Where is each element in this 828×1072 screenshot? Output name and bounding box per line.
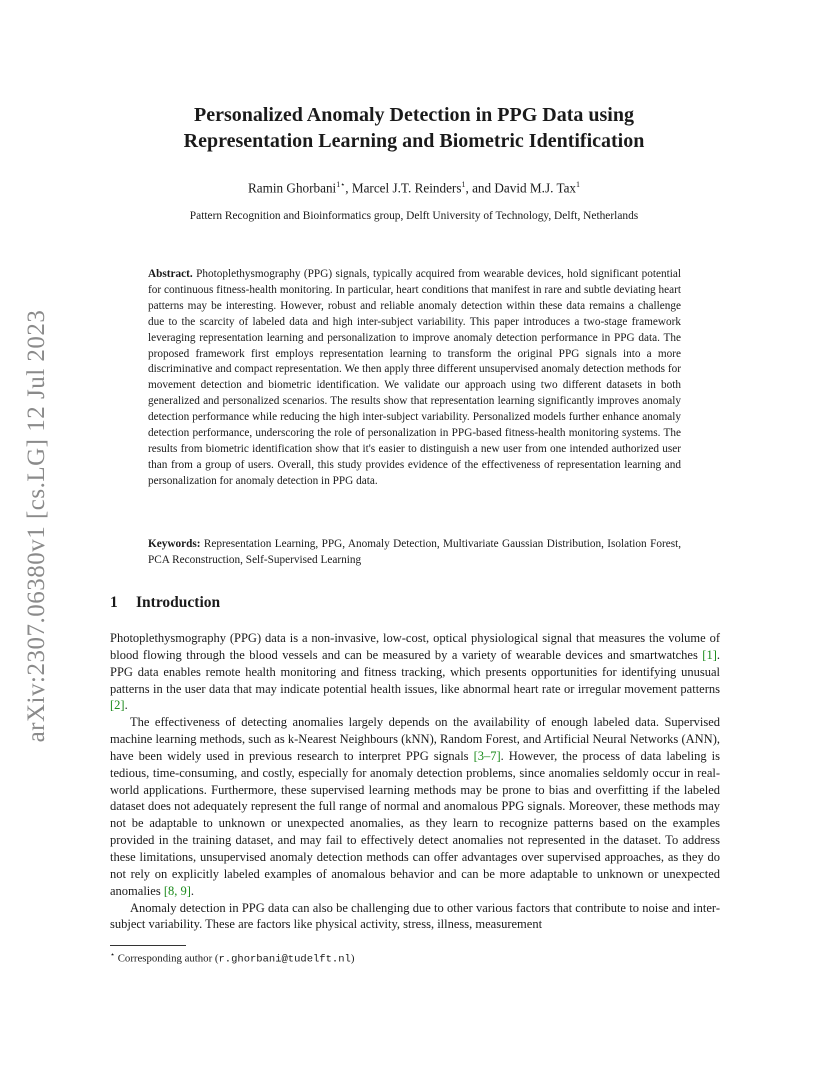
footnote-rule	[110, 945, 186, 946]
text-run: The effectiveness of detecting anomalies largely depends on the availability of enough labeled data. Supervised machine learning methods, such as k-Nearest Neighbours (kNN), Random Forest, and Artificial Neural Networks (ANN), have been widely used in previous research to interpret PPG signals	[110, 715, 720, 763]
body-text	[110, 630, 720, 933]
author-name: Ramin Ghorbani	[247, 180, 337, 196]
author-list	[0, 180, 828, 196]
paper-title	[0, 102, 828, 154]
citation-link[interactable]: [2]	[110, 698, 125, 713]
text-run: Photoplethysmography (PPG) data is a non-invasive, low-cost, optical physiological signal that measures the volume of blood flowing through the blood vessels and can be measured by a variety of wearable devices and smartwatches	[110, 631, 720, 662]
abstract-label: Abstract.	[148, 268, 193, 280]
footnote-email[interactable]: r.ghorbani@tudelft.nl	[218, 953, 351, 966]
title-line-1: Personalized Anomaly Detection in PPG Data using	[194, 104, 634, 126]
author-affiliation-mark: 1	[461, 180, 466, 189]
paragraph	[110, 630, 720, 714]
author-affiliation-mark: 1	[576, 180, 581, 189]
footnote-text: Corresponding author (	[117, 952, 219, 965]
author-affiliation-mark: 1⋆	[336, 180, 346, 189]
keywords	[148, 537, 681, 569]
keywords-label: Keywords:	[148, 538, 201, 550]
citation-link[interactable]: [8, 9]	[163, 883, 191, 898]
title-line-2: Representation Learning and Biometric Identification	[183, 130, 645, 152]
abstract	[148, 267, 681, 490]
text-run: . PPG data enables remote health monitoring and fitness tracking, which presents opportunities for identifying unusual patterns in the user data that may indicate potential health issues, like abnormal heart rate or irregular movement patterns	[110, 647, 720, 696]
author-name: David M.J. Tax	[494, 180, 577, 196]
citation-link[interactable]: [1]	[702, 647, 717, 662]
text-run: . However, the process of data labeling is tedious, time-consuming, and costly, especially for anomaly detection problems, since anomalies seldomly occur in real-world applications. Furthermore, these supervised learning methods may be prone to bias and overfitting if the labeled dataset does not adequately represent the full range of normal and anomalous PPG signals. Moreover, these methods may not be adaptable to unknown or unexpected anomalies, as they learn to recognize patterns based on the examples provided in the training dataset, and may fail to effectively detect anomalies not represented in the dataset. To address these limitations, unsupervised anomaly detection methods can offer advantages over supervised approaches, as they do not rely on explicitly labeled examples of anomalous behavior and can be more adaptable to unknown or unexpected anomalies	[110, 748, 720, 898]
section-number: 1	[110, 594, 118, 611]
arxiv-sidebar	[18, 296, 56, 756]
text-run: .	[124, 698, 128, 713]
affiliation: Pattern Recognition and Bioinformatics group, Delft University of Technology, Delft, Netherlands	[189, 210, 639, 222]
section-title: Introduction	[136, 594, 221, 611]
paragraph	[110, 714, 720, 899]
citation-link[interactable]: [3–7]	[473, 748, 501, 763]
footnote-marker: ⋆	[110, 950, 116, 959]
footnote	[110, 950, 354, 966]
abstract-text: Photoplethysmography (PPG) signals, typically acquired from wearable devices, hold significant potential for continuous fitness-health monitoring. In particular, heart conditions that manifest in rare and subtle deviating heart patterns may be interesting. However, robust and reliable anomaly detection within these data remains a challenge due to the scarcity of labeled data and high inter-subject variability. This paper introduces a two-stage framework leveraging representation learning and personalization to improve anomaly detection performance in PPG data. The proposed framework first employs representation learning to transform the original PPG signals into a more discriminative and compact representation. We then apply three different unsupervised anomaly detection methods for movement detection and biometric identification. We validate our approach using two different datasets in both generalized and personalized scenarios. The results show that representation learning significantly improves anomaly detection performance while reducing the high inter-subject variability. Personalized models further enhance anomaly detection performance, underscoring the role of personalization in PPG-based fitness-health monitoring systems. The results from biometric identification show that it's easier to distinguish a new user from one intended authorized user than from a group of users. Overall, this study provides evidence of the effectiveness of representation learning and personalization for anomaly detection in PPG data.	[148, 268, 681, 487]
keywords-text: Representation Learning, PPG, Anomaly Detection, Multivariate Gaussian Distribution, Isolation Forest, PCA Reconstruction, Self-Supervised Learning	[148, 538, 682, 566]
arxiv-identifier: arXiv:2307.06380v1 [cs.LG] 12 Jul 2023	[23, 309, 50, 743]
paragraph: Anomaly detection in PPG data can also be challenging due to other various factors that contribute to noise and inter-subject variability. These are factors like physical activity, stress, illness, measurement	[110, 900, 720, 932]
author-separator: ,	[345, 180, 352, 196]
author-name: Marcel J.T. Reinders	[351, 180, 462, 196]
text-run: .	[190, 883, 195, 898]
section-heading	[110, 594, 220, 612]
author-separator: , and	[465, 180, 495, 196]
footnote-close: )	[350, 952, 355, 965]
